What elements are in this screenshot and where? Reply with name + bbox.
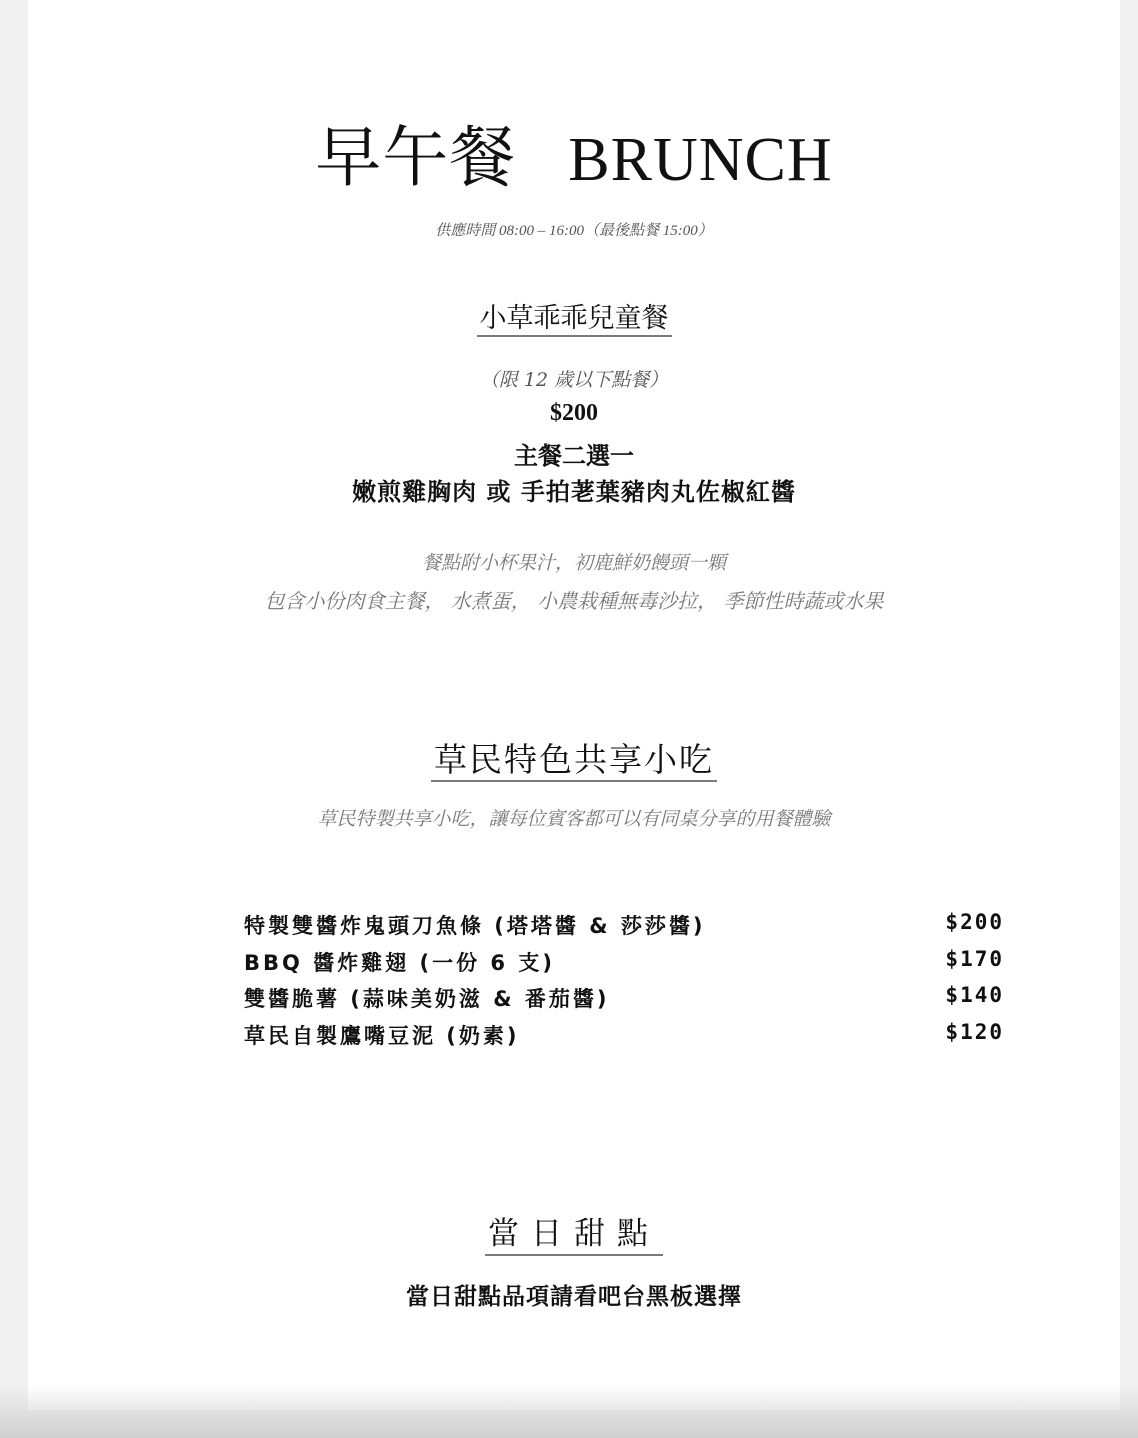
snack-price: $200 bbox=[945, 910, 1004, 934]
page-title bbox=[28, 118, 1120, 200]
snacks-title: 草民特色共享小吃 bbox=[431, 741, 717, 782]
kids-meal-choice-label: 主餐二選一 bbox=[514, 442, 634, 470]
snack-name: 雙醬脆薯 (蒜味美奶滋 & 番茄醬) bbox=[244, 987, 610, 1011]
list-item bbox=[244, 983, 1004, 1020]
kids-meal-options: 嫩煎雞胸肉 或 手拍荖葉豬肉丸佐椒紅醬 bbox=[352, 478, 796, 506]
kids-meal-detail-1: 餐點附小杯果汁，初鹿鮮奶饅頭一顆 bbox=[421, 552, 726, 574]
bottom-shadow bbox=[0, 1385, 1138, 1438]
list-item bbox=[244, 1020, 1004, 1057]
service-hours: 供應時間 08:00 – 16:00（最後點餐 15:00） bbox=[435, 223, 713, 239]
snacks-heading bbox=[28, 740, 1120, 782]
kids-meal-title: 小草乖乖兒童餐 bbox=[477, 303, 672, 337]
menu-page bbox=[28, 0, 1120, 1410]
dessert-heading bbox=[28, 1216, 1120, 1256]
kids-meal-age-note: （限 12 歲以下點餐） bbox=[479, 369, 669, 391]
snack-price: $140 bbox=[945, 983, 1004, 1007]
page-title-zh: 早午餐 bbox=[315, 119, 517, 196]
kids-meal-price: $200 bbox=[550, 400, 598, 426]
list-item bbox=[244, 947, 1004, 984]
list-item bbox=[244, 910, 1004, 947]
snack-price: $170 bbox=[945, 946, 1004, 971]
dessert-description: 當日甜點品項請看吧台黑板選擇 bbox=[406, 1284, 742, 1310]
snacks-description: 草民特製共享小吃，讓每位賓客都可以有同桌分享的用餐體驗 bbox=[317, 808, 831, 830]
snack-name: 草民自製鷹嘴豆泥 (奶素) bbox=[244, 1023, 520, 1048]
dessert-title: 當日甜點 bbox=[485, 1217, 663, 1256]
kids-meal-heading bbox=[28, 303, 1120, 337]
snack-name: 特製雙醬炸鬼頭刀魚條 (塔塔醬 & 莎莎醬) bbox=[244, 914, 706, 938]
kids-meal-detail-2: 包含小份肉食主餐， 水煮蛋， 小農栽種無毒沙拉， 季節性時蔬或水果 bbox=[264, 589, 884, 613]
snack-list bbox=[244, 910, 1004, 1056]
snack-name: BBQ 醬炸雞翅 (一份 6 支) bbox=[244, 950, 555, 975]
snack-price: $120 bbox=[945, 1019, 1004, 1044]
page-title-en: BRUNCH bbox=[568, 126, 833, 194]
